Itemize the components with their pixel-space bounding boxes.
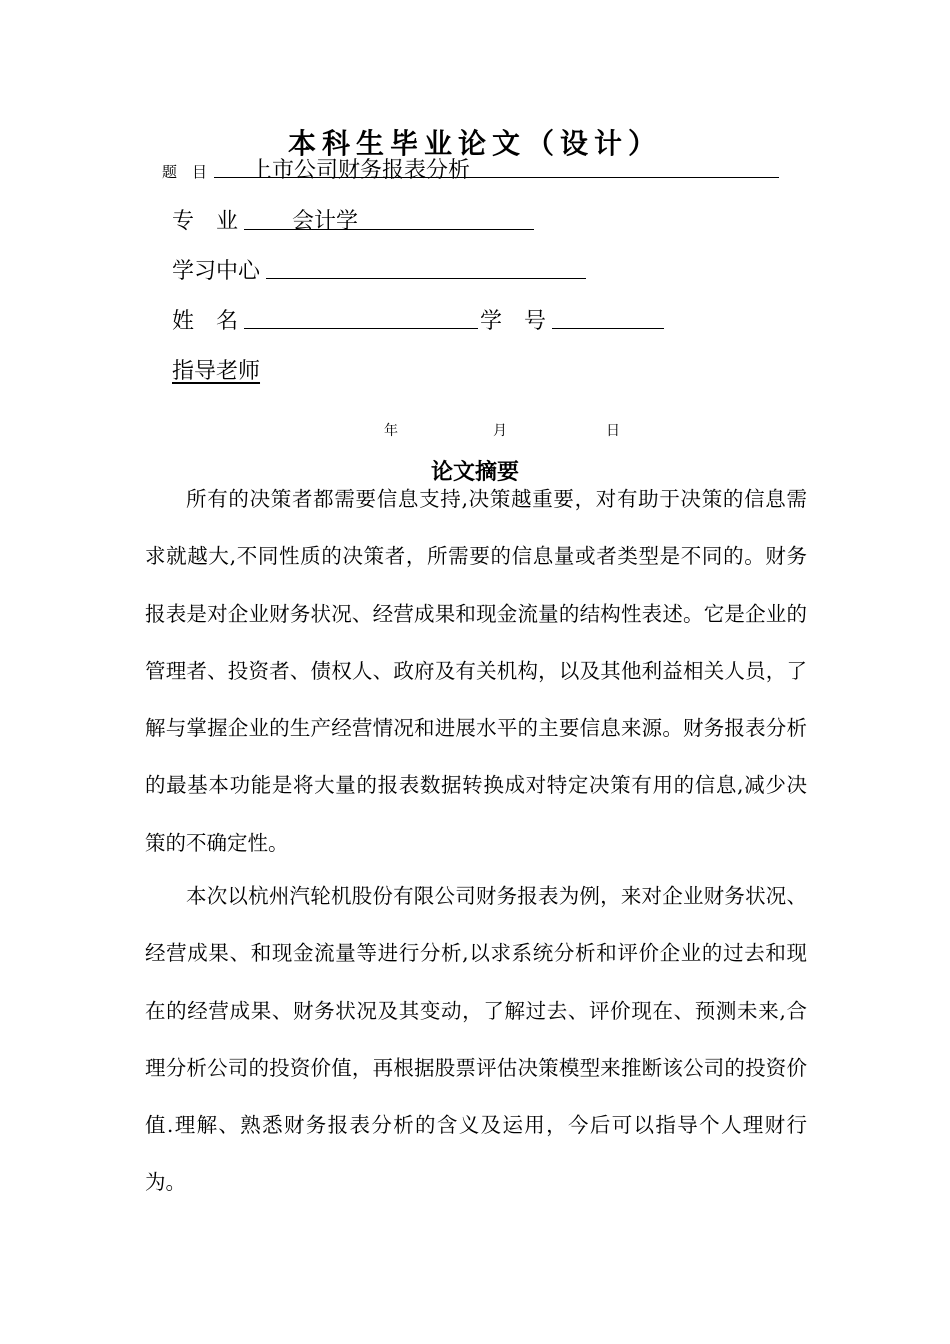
center-underline — [266, 254, 586, 279]
major-underline — [244, 205, 534, 230]
major-label: 专 业 — [172, 209, 239, 234]
major-value: 会计学 — [292, 209, 359, 234]
name-underline — [244, 304, 478, 329]
abstract-paragraph-2: 本次以杭州汽轮机股份有限公司财务报表为例，来对企业财务状况、经营成果、和现金流量等进行分析,以求系统分析和评价企业的过去和现在的经营成果、财务状况及其变动，了解过去、评价现在、预测未来,合理分析公司的投资价值，再根据股票评估决策模型来推断该公司的投资价值.理解、熟悉财务报表分析的含义及运用，今后可以指导个人理财行为。 — [145, 884, 807, 1195]
advisor-label: 指导老师 — [172, 359, 261, 384]
abstract-title: 论文摘要 — [430, 459, 519, 485]
topic-label: 题 目 — [162, 163, 208, 181]
date-day: 日 — [606, 423, 620, 439]
thesis-title: 本科生毕业论文（设计） — [287, 127, 662, 160]
abstract-paragraph-1: 所有的决策者都需要信息支持,决策越重要，对有助于决策的信息需求就越大,不同性质的决策者，所需要的信息量或者类型是不同的。财务报表是对企业财务状况、经营成果和现金流量的结构性表述。它是企业的管理者、投资者、债权人、政府及有关机构，以及其他利益相关人员，了解与掌握企业的生产经营情况和进展水平的主要信息来源。财务报表分析的最基本功能是将大量的报表数据转换成对特定决策有用的信息,减少决策的不确定性。 — [145, 487, 807, 855]
student-id-underline — [552, 304, 664, 329]
date-month: 月 — [493, 423, 507, 439]
center-label: 学习中心 — [172, 259, 261, 284]
topic-value: 上市公司财务报表分析 — [250, 158, 471, 183]
student-id-label: 学 号 — [480, 309, 547, 334]
name-label: 姓 名 — [172, 309, 239, 334]
date-year: 年 — [384, 423, 398, 439]
